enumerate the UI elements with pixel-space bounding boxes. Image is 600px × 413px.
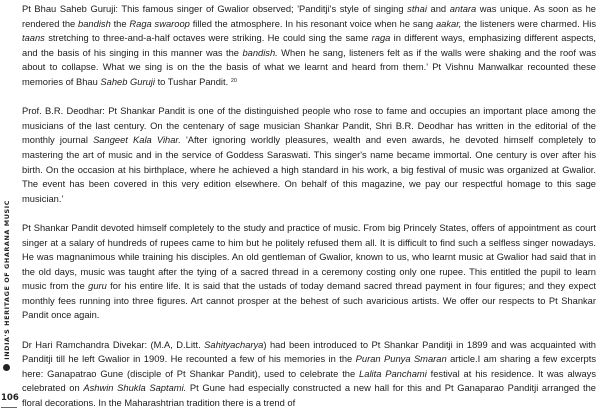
text-run: 'After ignoring worldly pleasures, wealth and even awards, he devoted himself completely to mastering the art of music and in the service of Goddess Saraswati. This singer's name became immortal. One century is over after his birth. On the occasion at his birthplace, where he achieved a high standard in his work, a big festival of music was organized at Gwalior. The event has been covered in this very edition elsewhere. On behalf of this magazine, we pay our respectful homage to this sage musician.'	[22, 135, 596, 204]
paragraph	[22, 2, 596, 90]
bullet-ornament-icon	[3, 364, 10, 371]
text-run: ) had been introduced to Pt Shankar Panditji in 1899 and was acquainted with Panditji till he left Gwalior in 1909. He recounted a few of his memories in the	[22, 339, 596, 365]
text-run: article.I am sharing a few excerpts here: Ganapatrao Gune (disciple of Pt Shankar Pandit), used to celebrate the	[22, 354, 596, 379]
footnote-ref: 20	[230, 77, 237, 84]
italic-term: raga	[371, 33, 391, 44]
italic-term: Sahityacharya	[204, 339, 264, 350]
italic-term: antara	[449, 4, 477, 14]
italic-term: bandish.	[242, 47, 278, 58]
text-run: Pt Gune had especially constructed a new hall for this and Pt Ganaparao Panditji arranged the floral decorations. In the Maharashtrian tradition there is a trend of	[22, 383, 596, 409]
italic-term: bandish	[78, 18, 111, 29]
text-run: for his entire life. It is said that the ustads of today demand sacred thread payment in four figures; and they expect monthly fees running into three figures. Art cannot prosper at the behest of such avaricious artists. We offer our respects to Pt Shankar Pandit once again.	[22, 281, 596, 321]
italic-term: Saheb Guruji	[100, 76, 155, 87]
text-run: was unique. As soon as he rendered the	[22, 4, 596, 29]
italic-term: aakar,	[435, 18, 462, 29]
paragraph	[22, 338, 596, 411]
italic-term: Ashwin Shukla Saptami.	[83, 383, 187, 394]
italic-term: Raga swaroop	[129, 18, 190, 29]
text-run: stretching to three-and-a-half octaves were striking. He could sing the same	[44, 33, 372, 44]
paragraph	[22, 221, 596, 323]
text-run: the listeners were charmed. His	[461, 18, 596, 29]
text-run: Prof. B.R. Deodhar: Pt Shankar Pandit is one of the distinguished people who rose to fame and occupies an important place among the musicians of the last century. On the centenary of sage musician Shankar Pandit, Shri B.R. Deodhar has written in the editorial of the monthly journal	[22, 106, 596, 146]
text-run: When he sang, listeners felt as if the walls were shaking and the roof was about to collapse. What we sing is on the the basis of what we learnt and heard from them.' Pt Vishnu Manwalkar recounted these memories of Bhau	[22, 47, 596, 87]
text-run: and	[426, 4, 450, 14]
italic-term: Lalita Panchami	[359, 368, 427, 379]
text-run: to Tushar Pandit.	[154, 76, 231, 87]
page-number: 106	[1, 393, 19, 403]
italic-term: Puran Punya Smaran	[355, 354, 447, 365]
paragraph	[22, 104, 596, 206]
body-text	[22, 2, 596, 412]
text-run: filled the atmosphere. In his resonant voice when he sang	[189, 18, 436, 29]
text-run: Pt Bhau Saheb Guruji: This famous singer of Gwalior observed; 'Panditji's style of singing	[22, 4, 408, 14]
italic-term: Sangeet Kala Vihar.	[93, 135, 181, 146]
text-run: the	[110, 18, 130, 29]
text-run: festival at his residence. It was always celebrated on	[22, 368, 596, 394]
italic-term: taans	[22, 33, 45, 44]
book-title-side: INDIA'S HERITAGE OF GHARANA MUSIC	[3, 200, 11, 360]
italic-term: sthai	[407, 4, 427, 14]
text-run: Dr Hari Ramchandra Divekar: (M.A, D.Litt.	[22, 339, 205, 350]
footer-rule	[1, 405, 17, 408]
text-run: in different ways, emphasizing different aspects, and the basis of his singing in this manner was the	[22, 33, 596, 58]
italic-term: guru	[88, 281, 107, 292]
text-run: Pt Shankar Pandit devoted himself completely to the study and practice of music. From big Princely States, offers of appointment as court singer at a salary of hundreds of rupees came to him but he politely refused them all. It is difficult to find such a selfless singer nowadays. He was magnanimous while training his disciples. An old gentleman of Gwalior, known to us, who learnt music at Gwalior had said that in the old days, music was taught after the tying of a sacred thread in a ceremony costing only one rupee. This entitled the pupil to learn music from the	[22, 222, 596, 292]
